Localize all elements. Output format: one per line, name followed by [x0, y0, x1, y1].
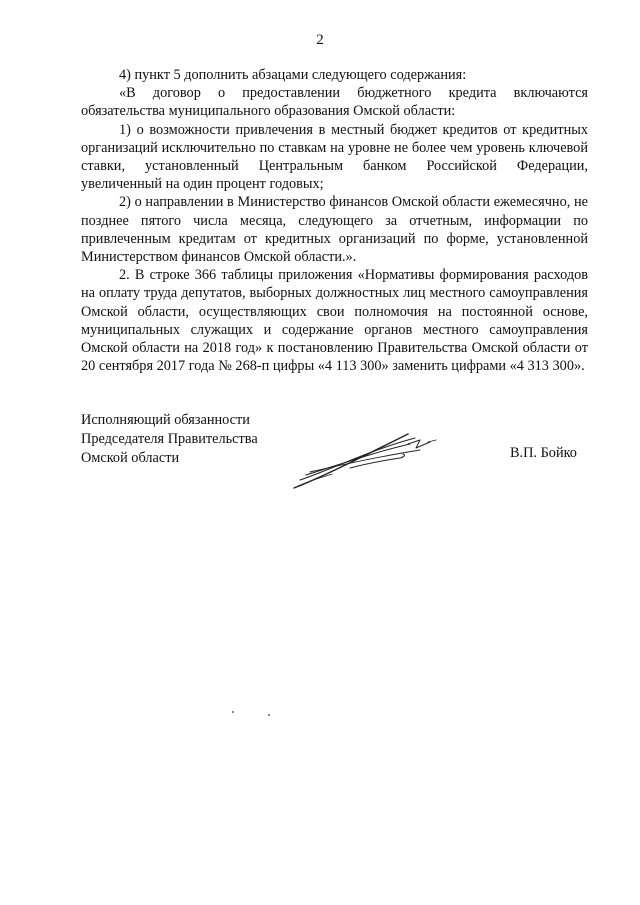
signatory-position-line-2: Председателя Правительства [81, 431, 258, 447]
paragraph-item-4: 4) пункт 5 дополнить абзацами следующего содержания: [119, 67, 467, 83]
scan-speck [268, 714, 270, 716]
paragraph-item-2: 2. В строке 366 таблицы приложения «Нормативы формирования расходов на оплату труда депутатов, выборных должностных лиц местного самоуправления Омской области, осуществляющих свои полномочия на постоянной основе, муниципальных служащих и содержание органов местного самоуправления Омской области на 2018 год» к постановлению Правительства Омской области от 20 сентября 2017 года № 268-п цифры «4 113 300» заменить цифрами «4 313 300». [81, 267, 588, 375]
signatory-position [81, 411, 258, 468]
paragraph-subitem-1: 1) о возможности привлечения в местный бюджет кредитов от кредитных организаций исключительно по ставкам на уровне не более чем уровень ключевой ставки, установленный Центральным банком Российской Федерации, увеличенный на один процент годовых; [81, 121, 588, 193]
scan-speck [232, 711, 234, 713]
paragraph-subitem-2: 2) о направлении в Министерство финансов Омской области ежемесячно, не позднее пятого числа месяца, следующего за отчетным, информации по привлеченным кредитам от кредитных организаций по форме, установленной Министерством финансов Омской области.». [81, 194, 588, 266]
signer-name: В.П. Бойко [510, 445, 577, 461]
signatory-position-line-1: Исполняющий обязанности [81, 412, 250, 428]
signatory-position-line-3: Омской области [81, 450, 180, 466]
paragraph-contract-obligations: «В договор о предоставлении бюджетного кредита включаются обязательства муниципального образования Омской области: [81, 85, 588, 120]
handwritten-signature [290, 428, 440, 496]
page-number: 2 [316, 32, 324, 48]
document-body [81, 66, 588, 375]
